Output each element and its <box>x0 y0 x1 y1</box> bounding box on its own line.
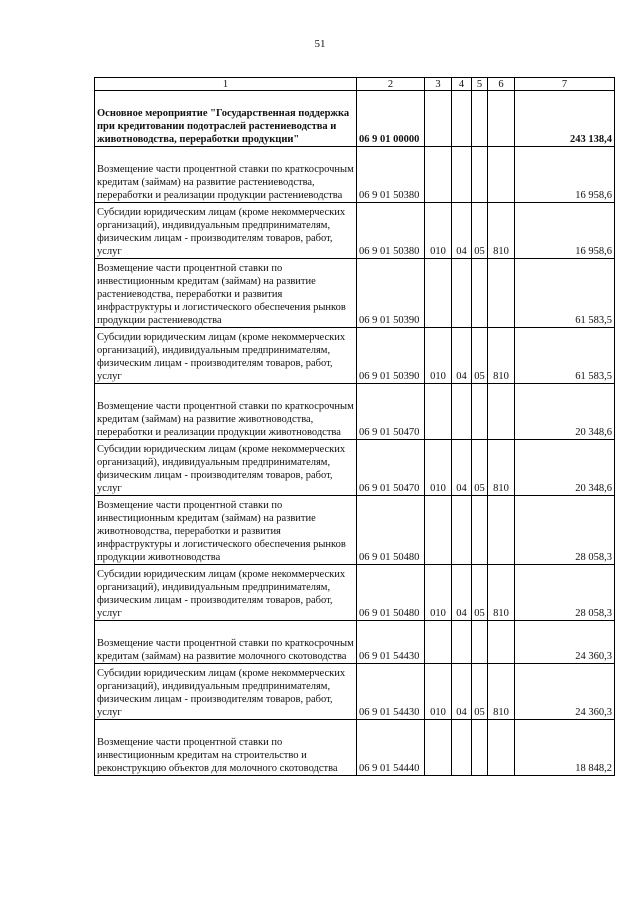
row-amount: 16 958,6 <box>515 147 615 203</box>
row-col5 <box>472 259 488 328</box>
header-cell: 5 <box>472 78 488 91</box>
table-row <box>95 259 615 328</box>
table-row <box>95 384 615 440</box>
row-col6: 810 <box>488 440 515 496</box>
row-col6: 810 <box>488 203 515 259</box>
row-col4 <box>452 259 472 328</box>
row-col6 <box>488 384 515 440</box>
row-col3 <box>425 91 452 147</box>
row-col3 <box>425 621 452 664</box>
row-code: 06 9 01 50380 <box>357 203 425 259</box>
table-row <box>95 664 615 720</box>
row-description: Субсидии юридическим лицам (кроме некоммерческих организаций), индивидуальным предпринимателям, физическим лицам - производителям товаров, работ, услуг <box>95 664 357 720</box>
row-col4 <box>452 384 472 440</box>
row-col6 <box>488 496 515 565</box>
row-col5 <box>472 384 488 440</box>
row-amount: 20 348,6 <box>515 440 615 496</box>
row-col4 <box>452 621 472 664</box>
table-row <box>95 203 615 259</box>
budget-table <box>94 77 615 776</box>
row-amount: 18 848,2 <box>515 720 615 776</box>
row-col3: 010 <box>425 328 452 384</box>
row-col5 <box>472 496 488 565</box>
row-col6 <box>488 259 515 328</box>
row-col6: 810 <box>488 328 515 384</box>
row-col4: 04 <box>452 203 472 259</box>
row-col5: 05 <box>472 440 488 496</box>
row-col4 <box>452 496 472 565</box>
row-code: 06 9 01 54440 <box>357 720 425 776</box>
row-code: 06 9 01 50470 <box>357 384 425 440</box>
row-code: 06 9 01 50380 <box>357 147 425 203</box>
row-description: Возмещение части процентной ставки по инвестиционным кредитам на строительство и реконструкцию объектов для молочного скотоводства <box>95 720 357 776</box>
row-amount: 20 348,6 <box>515 384 615 440</box>
table-row <box>95 565 615 621</box>
row-amount: 24 360,3 <box>515 621 615 664</box>
row-code: 06 9 01 00000 <box>357 91 425 147</box>
row-col3: 010 <box>425 664 452 720</box>
row-col5: 05 <box>472 203 488 259</box>
row-col6 <box>488 720 515 776</box>
row-col5 <box>472 720 488 776</box>
row-description: Субсидии юридическим лицам (кроме некоммерческих организаций), индивидуальным предпринимателям, физическим лицам - производителям товаров, работ, услуг <box>95 203 357 259</box>
header-cell: 2 <box>357 78 425 91</box>
row-col4 <box>452 147 472 203</box>
row-code: 06 9 01 50390 <box>357 328 425 384</box>
row-description: Возмещение части процентной ставки по краткосрочным кредитам (займам) на развитие молочного скотоводства <box>95 621 357 664</box>
header-cell: 6 <box>488 78 515 91</box>
header-cell: 7 <box>515 78 615 91</box>
row-col3 <box>425 720 452 776</box>
row-description: Субсидии юридическим лицам (кроме некоммерческих организаций), индивидуальным предпринимателям, физическим лицам - производителям товаров, работ, услуг <box>95 440 357 496</box>
row-col3 <box>425 384 452 440</box>
row-col6: 810 <box>488 664 515 720</box>
table-header-row <box>95 78 615 91</box>
table-row <box>95 328 615 384</box>
row-col5 <box>472 147 488 203</box>
row-code: 06 9 01 54430 <box>357 621 425 664</box>
row-col5 <box>472 91 488 147</box>
row-code: 06 9 01 50470 <box>357 440 425 496</box>
row-description: Основное мероприятие "Государственная поддержка при кредитовании подотраслей растениеводства и животноводства, переработки продукции" <box>95 91 357 147</box>
row-code: 06 9 01 50390 <box>357 259 425 328</box>
row-amount: 28 058,3 <box>515 565 615 621</box>
row-col4 <box>452 720 472 776</box>
row-amount: 61 583,5 <box>515 259 615 328</box>
table-row-main-activity <box>95 91 615 147</box>
row-description: Субсидии юридическим лицам (кроме некоммерческих организаций), индивидуальным предпринимателям, физическим лицам - производителям товаров, работ, услуг <box>95 565 357 621</box>
header-cell: 4 <box>452 78 472 91</box>
row-col3: 010 <box>425 203 452 259</box>
row-col4: 04 <box>452 328 472 384</box>
table-row <box>95 440 615 496</box>
page-number: 51 <box>314 38 326 50</box>
row-col5 <box>472 621 488 664</box>
row-col6 <box>488 91 515 147</box>
row-description: Возмещение части процентной ставки по краткосрочным кредитам (займам) на развитие растениеводства, переработки и реализации продукции растениеводства <box>95 147 357 203</box>
row-amount: 16 958,6 <box>515 203 615 259</box>
row-code: 06 9 01 54430 <box>357 664 425 720</box>
table-row <box>95 496 615 565</box>
row-col3: 010 <box>425 440 452 496</box>
row-col6 <box>488 621 515 664</box>
row-col5: 05 <box>472 664 488 720</box>
row-code: 06 9 01 50480 <box>357 496 425 565</box>
row-col4: 04 <box>452 565 472 621</box>
table-row <box>95 147 615 203</box>
table-row <box>95 720 615 776</box>
row-col3 <box>425 147 452 203</box>
row-col6 <box>488 147 515 203</box>
header-cell: 1 <box>95 78 357 91</box>
row-col6: 810 <box>488 565 515 621</box>
table-row <box>95 621 615 664</box>
row-col4: 04 <box>452 440 472 496</box>
row-col5: 05 <box>472 328 488 384</box>
row-amount: 28 058,3 <box>515 496 615 565</box>
row-col3: 010 <box>425 565 452 621</box>
row-description: Возмещение части процентной ставки по краткосрочным кредитам (займам) на развитие животноводства, переработки и реализации продукции животноводства <box>95 384 357 440</box>
row-description: Возмещение части процентной ставки по инвестиционным кредитам (займам) на развитие животноводства, переработки и развития инфраструктуры и логистического обеспечения рынков продукции животноводства <box>95 496 357 565</box>
header-cell: 3 <box>425 78 452 91</box>
row-description: Возмещение части процентной ставки по инвестиционным кредитам (займам) на развитие растениеводства, переработки и развития инфраструктуры и логистического обеспечения рынков продукции растениеводства <box>95 259 357 328</box>
row-col5: 05 <box>472 565 488 621</box>
row-code: 06 9 01 50480 <box>357 565 425 621</box>
row-col3 <box>425 259 452 328</box>
row-amount: 243 138,4 <box>515 91 615 147</box>
row-amount: 61 583,5 <box>515 328 615 384</box>
row-col3 <box>425 496 452 565</box>
row-col4 <box>452 91 472 147</box>
row-amount: 24 360,3 <box>515 664 615 720</box>
row-col4: 04 <box>452 664 472 720</box>
row-description: Субсидии юридическим лицам (кроме некоммерческих организаций), индивидуальным предпринимателям, физическим лицам - производителям товаров, работ, услуг <box>95 328 357 384</box>
